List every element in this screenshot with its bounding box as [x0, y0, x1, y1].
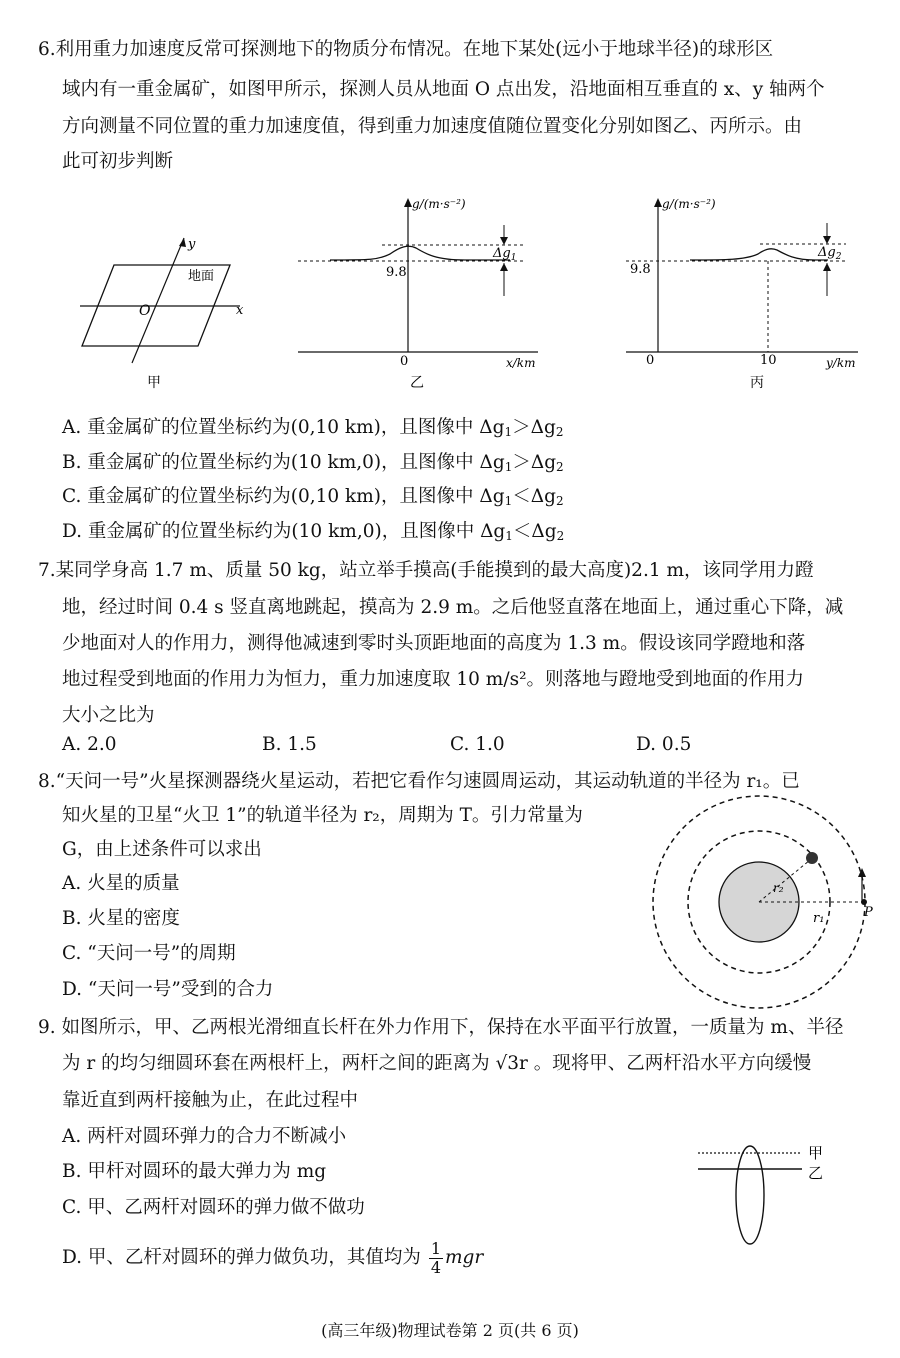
q8-line-1: 8.“天问一号”火星探测器绕火星运动，若把它看作匀速圆周运动，其运动轨道的半径为 r₁。已	[38, 771, 800, 792]
orbit-r2-label: r₂	[773, 881, 784, 895]
q7-line-5: 大小之比为	[62, 705, 155, 726]
figure-orbits	[645, 792, 885, 1012]
rod-yi-label: 乙	[808, 1164, 824, 1182]
svg-text:Δg1	[492, 246, 516, 263]
bing-origin: 0	[646, 353, 655, 368]
jia-origin: O	[139, 303, 151, 319]
q8-option-d: D. “天问一号”受到的合力	[62, 979, 274, 1000]
bing-y-label: g/(m·s⁻²)	[662, 197, 716, 211]
q9-line-1: 9. 如图所示，甲、乙两根光滑细直长杆在外力作用下，保持在水平面平行放置，一质量为 m、半径	[38, 1017, 844, 1038]
q6-option-b: B. 重金属矿的位置坐标约为(10 km,0)，且图像中 $\Delta g_1>\Delta g_2$	[62, 452, 564, 474]
orbit-p-label: P	[864, 905, 873, 920]
q7-option-c: C. 1.0	[450, 734, 505, 755]
bing-caption: 丙	[750, 375, 764, 390]
bing-delta-sub: 2	[835, 252, 842, 262]
q6-line-4: 此可初步判断	[62, 151, 174, 172]
q8-line-2: 知火星的卫星“火卫 1”的轨道半径为 r₂，周期为 T。引力常量为	[62, 805, 583, 826]
q9-option-b: B. 甲杆对圆环的最大弹力为 mg	[62, 1161, 327, 1182]
figure-ring-rods	[690, 1135, 840, 1245]
yi-x-label: x/km	[506, 356, 536, 370]
bing-tick-10: 10	[760, 353, 777, 368]
q9-option-d: D. 甲、乙杆对圆环的弹力做负功，其值均为 $\frac{1}{4}$ mgr	[62, 1238, 484, 1277]
q7-line-4: 地过程受到地面的作用力为恒力，重力加速度取 10 m/s²。则落地与蹬地受到地面的作用力	[62, 669, 804, 690]
q7-option-d: D. 0.5	[636, 734, 692, 755]
bing-delta: Δg	[818, 245, 836, 260]
yi-caption: 乙	[410, 375, 424, 390]
q7-line-3: 少地面对人的作用力，测得他减速到零时头顶距地面的高度为 1.3 m。假设该同学蹬地和落	[62, 633, 806, 654]
yi-value: 9.8	[386, 265, 407, 280]
jia-x-label: x	[236, 303, 244, 318]
yi-delta-sub: 1	[510, 253, 517, 263]
jia-y-label: y	[188, 237, 196, 252]
q6-option-d: D. 重金属矿的位置坐标约为(10 km,0)，且图像中 $\Delta g_1<\Delta g_2$	[62, 521, 565, 543]
q8-option-c: C. “天问一号”的周期	[62, 943, 236, 964]
jia-ground-label: 地面	[188, 269, 215, 284]
rod-jia-label: 甲	[808, 1144, 824, 1162]
fraction-one-quarter: $\frac{1}{4}$	[430, 1238, 442, 1277]
q6-option-c: C. 重金属矿的位置坐标约为(0,10 km)，且图像中 $\Delta g_1<\Delta g_2$	[62, 486, 564, 508]
q6-line-3: 方向测量不同位置的重力加速度值，得到重力加速度值随位置变化分别如图乙、丙所示。由	[62, 116, 803, 137]
q6-option-a: A. 重金属矿的位置坐标约为(0,10 km)，且图像中 $\Delta g_1>\Delta g_2$	[62, 417, 564, 439]
yi-y-label: g/(m·s⁻²)	[412, 197, 466, 211]
jia-caption: 甲	[147, 375, 161, 390]
yi-delta: Δg	[493, 246, 511, 261]
page-footer: (高三年级)物理试卷第 2 页(共 6 页)	[321, 1321, 579, 1340]
svg-text:Δg2	[817, 245, 842, 262]
q7-line-1: 7.某同学身高 1.7 m、质量 50 kg，站立举手摸高(手能摸到的最大高度)2.1 m，该同学用力蹬	[38, 560, 814, 581]
orbit-r1-label: r₁	[813, 911, 825, 926]
q9-option-a: A. 两杆对圆环弹力的合力不断减小	[62, 1126, 347, 1147]
q8-option-b: B. 火星的密度	[62, 908, 180, 929]
q7-line-2: 地，经过时间 0.4 s 竖直离地跳起，摸高为 2.9 m。之后他竖直落在地面上，通过重心下降，减	[62, 597, 844, 618]
bing-value: 9.8	[630, 262, 651, 277]
q7-option-a: A. 2.0	[62, 734, 117, 755]
q6-line-1: 6.利用重力加速度反常可探测地下的物质分布情况。在地下某处(远小于地球半径)的球形区	[38, 39, 774, 60]
q8-option-a: A. 火星的质量	[62, 873, 180, 894]
q6-line-2: 域内有一重金属矿，如图甲所示，探测人员从地面 O 点出发，沿地面相互垂直的 x、y 轴两个	[62, 79, 825, 100]
figure-jia	[70, 230, 260, 390]
bing-x-label: y/km	[826, 356, 856, 370]
yi-origin: 0	[400, 354, 409, 369]
q9-line-3: 靠近直到两杆接触为止，在此过程中	[62, 1090, 359, 1111]
q8-line-3: G，由上述条件可以求出	[62, 839, 262, 860]
figure-bing	[620, 190, 870, 390]
q9-line-2: 为 r 的均匀细圆环套在两根杆上，两杆之间的距离为 √3r 。现将甲、乙两杆沿水平方向缓慢	[62, 1053, 812, 1074]
figure-yi	[290, 190, 550, 390]
q7-option-b: B. 1.5	[262, 734, 317, 755]
q9-option-c: C. 甲、乙两杆对圆环的弹力做不做功	[62, 1197, 365, 1218]
